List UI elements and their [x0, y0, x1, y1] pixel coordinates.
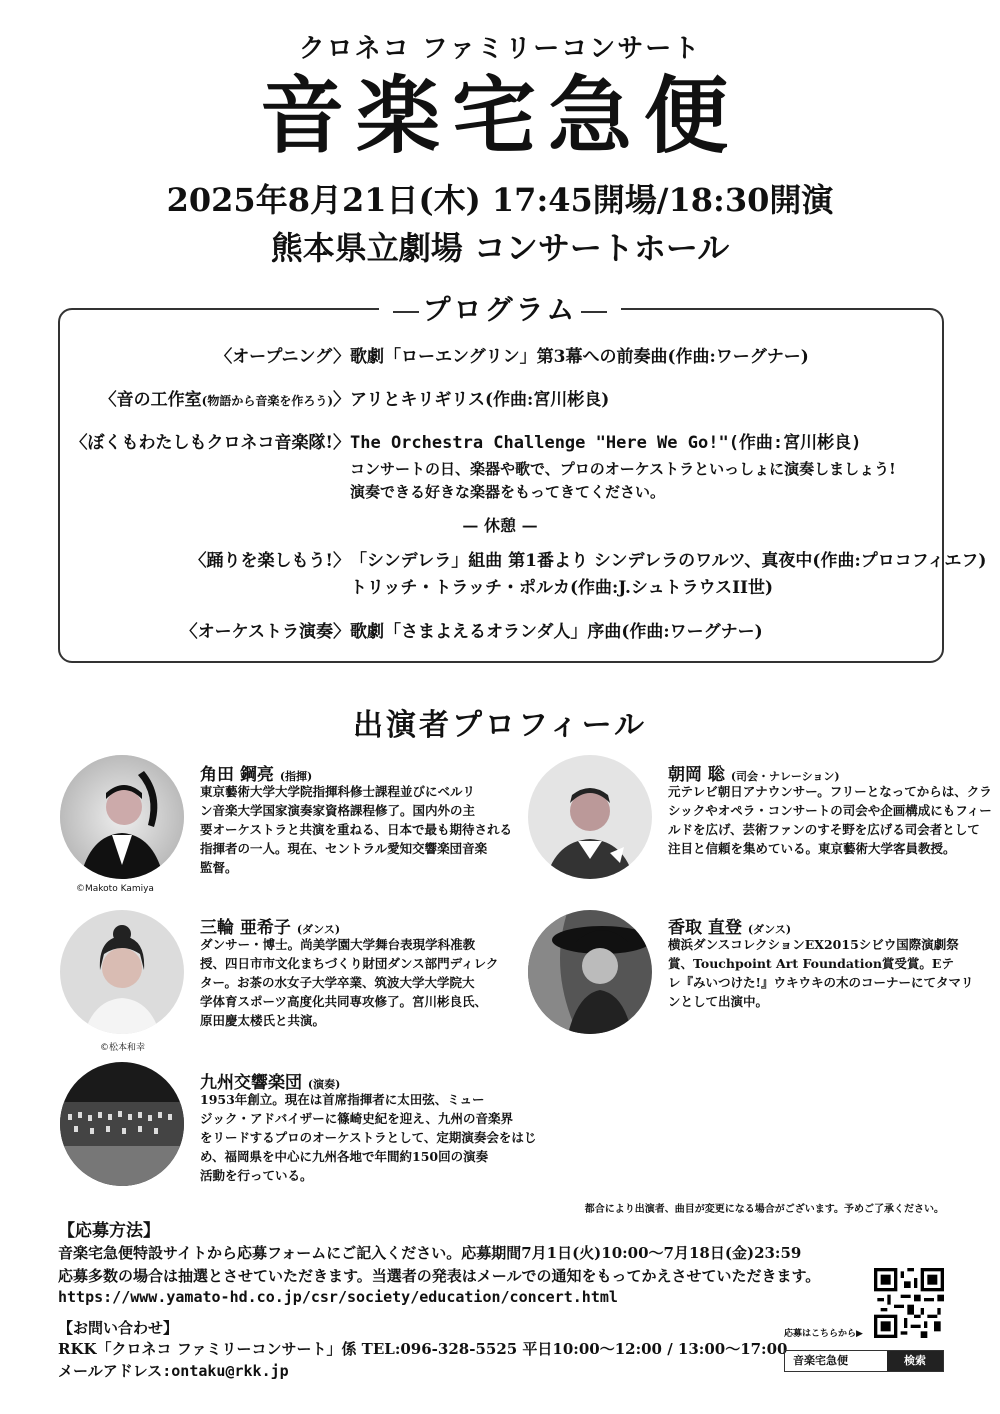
apply-text: 応募多数の場合は抽選とさせていただきます。当選者の発表はメールでの通知をもってかえさせていただきます。 [58, 1267, 821, 1285]
qr-label: 応募はこちらから▶ [784, 1329, 863, 1339]
performer-name: 九州交響楽団 (演奏) [200, 1073, 341, 1093]
performer-bio: 横浜ダンスコレクションEX2015シビウ国際演劇祭 賞、Touchpoint Art Foundation賞受賞。Eテ レ『みいつけた!』ウキウキの木のコーナーにてタマリ ンとして出演中。 [668, 937, 974, 1009]
disclaimer: 都合により出演者、曲目が変更になる場合がございます。予めご了承ください。 [584, 1204, 944, 1215]
search-box[interactable] [784, 1350, 944, 1372]
event-datetime: 2025年8月21日(木) 17:45開場/18:30開演 [166, 181, 834, 219]
performer-bio: ダンサー・博士。尚美学園大学舞台表現学科准教 授、四日市市文化まちづくり財団ダンス部門ディレク ター。お茶の水女子大学卒業、筑波大学大学院大 学体育スポーツ高度化共同専攻修了。宮川彬良氏、 原田慶太楼氏と共演。 [200, 937, 499, 1028]
apply-url-link[interactable]: https://www.yamato-hd.co.jp/csr/society/education/concert.html [58, 1288, 618, 1306]
performer-name: 朝岡 聡 (司会・ナレーション) [668, 765, 840, 785]
intermission: — 休憩 — [462, 516, 538, 535]
search-input[interactable]: 音楽宅急便 [793, 1354, 848, 1367]
contact-text: RKK「クロネコ ファミリーコンサート」係 TEL:096-328-5525 平日10:00〜12:00 / 13:00〜17:00 [58, 1340, 788, 1358]
photo-credit: ©松本和幸 [100, 1043, 146, 1053]
dancer-photo [528, 910, 652, 1034]
conductor-photo [60, 755, 184, 879]
performer-bio: 元テレビ朝日アナウンサー。フリーとなってからは、クラ シックやオペラ・コンサートの司会や企画構成にもフィー ルドを広げ、芸術ファンのすそ野を広げる司会者として 注目と信頼を集めている。東京藝術大学客員教授。 [668, 784, 992, 856]
profile-heading: 出演者プロフィール [353, 708, 647, 743]
contact-heading: 【お問い合わせ】 [58, 1319, 179, 1337]
performer-name: 角田 鋼亮 (指揮) [200, 765, 313, 785]
series-title: クロネコ ファミリーコンサート [298, 34, 702, 64]
photo-credit: ©Makoto Kamiya [76, 884, 154, 894]
orchestra-photo [60, 1062, 184, 1186]
search-button[interactable]: 検索 [887, 1351, 943, 1371]
program-heading: プログラム [0, 288, 1000, 328]
event-venue: 熊本県立劇場 コンサートホール [270, 229, 730, 267]
mc-photo [528, 755, 652, 879]
contact-email[interactable]: メールアドレス:ontaku@rkk.jp [58, 1362, 289, 1380]
qr-code[interactable] [874, 1268, 944, 1338]
dancer-photo [60, 910, 184, 1034]
performer-name: 三輪 亜希子 (ダンス) [200, 918, 341, 938]
apply-text: 音楽宅急便特設サイトから応募フォームにご記入ください。応募期間7月1日(火)10:00〜7月18日(金)23:59 [58, 1244, 802, 1262]
concert-title: 音楽宅急便 [259, 66, 740, 165]
performer-name: 香取 直登 (ダンス) [668, 918, 792, 938]
apply-heading: 【応募方法】 [58, 1221, 160, 1241]
performer-bio: 1953年創立。現在は首席指揮者に太田弦、ミュー ジック・アドバイザーに篠崎史紀を迎え、九州の音楽界 をリードするプロのオーケストラとして、定期演奏会をはじ め、福岡県を中心に九州各地で年間約150回の演奏 活動を行っている。 [200, 1092, 537, 1183]
program-note: コンサートの日、楽器や歌で、プロのオーケストラといっしょに演奏しましょう! [350, 460, 896, 478]
program-note: 演奏できる好きな楽器をもってきてください。 [350, 483, 666, 501]
performer-bio: 東京藝術大学大学院指揮科修士課程並びにベルリ ン音楽大学国家演奏家資格課程修了。国内外の主 要オーケストラと共演を重ねる、日本で最も期待される 指揮者の一人。現在、セントラル愛知交響楽団音楽 監督。 [200, 784, 513, 875]
